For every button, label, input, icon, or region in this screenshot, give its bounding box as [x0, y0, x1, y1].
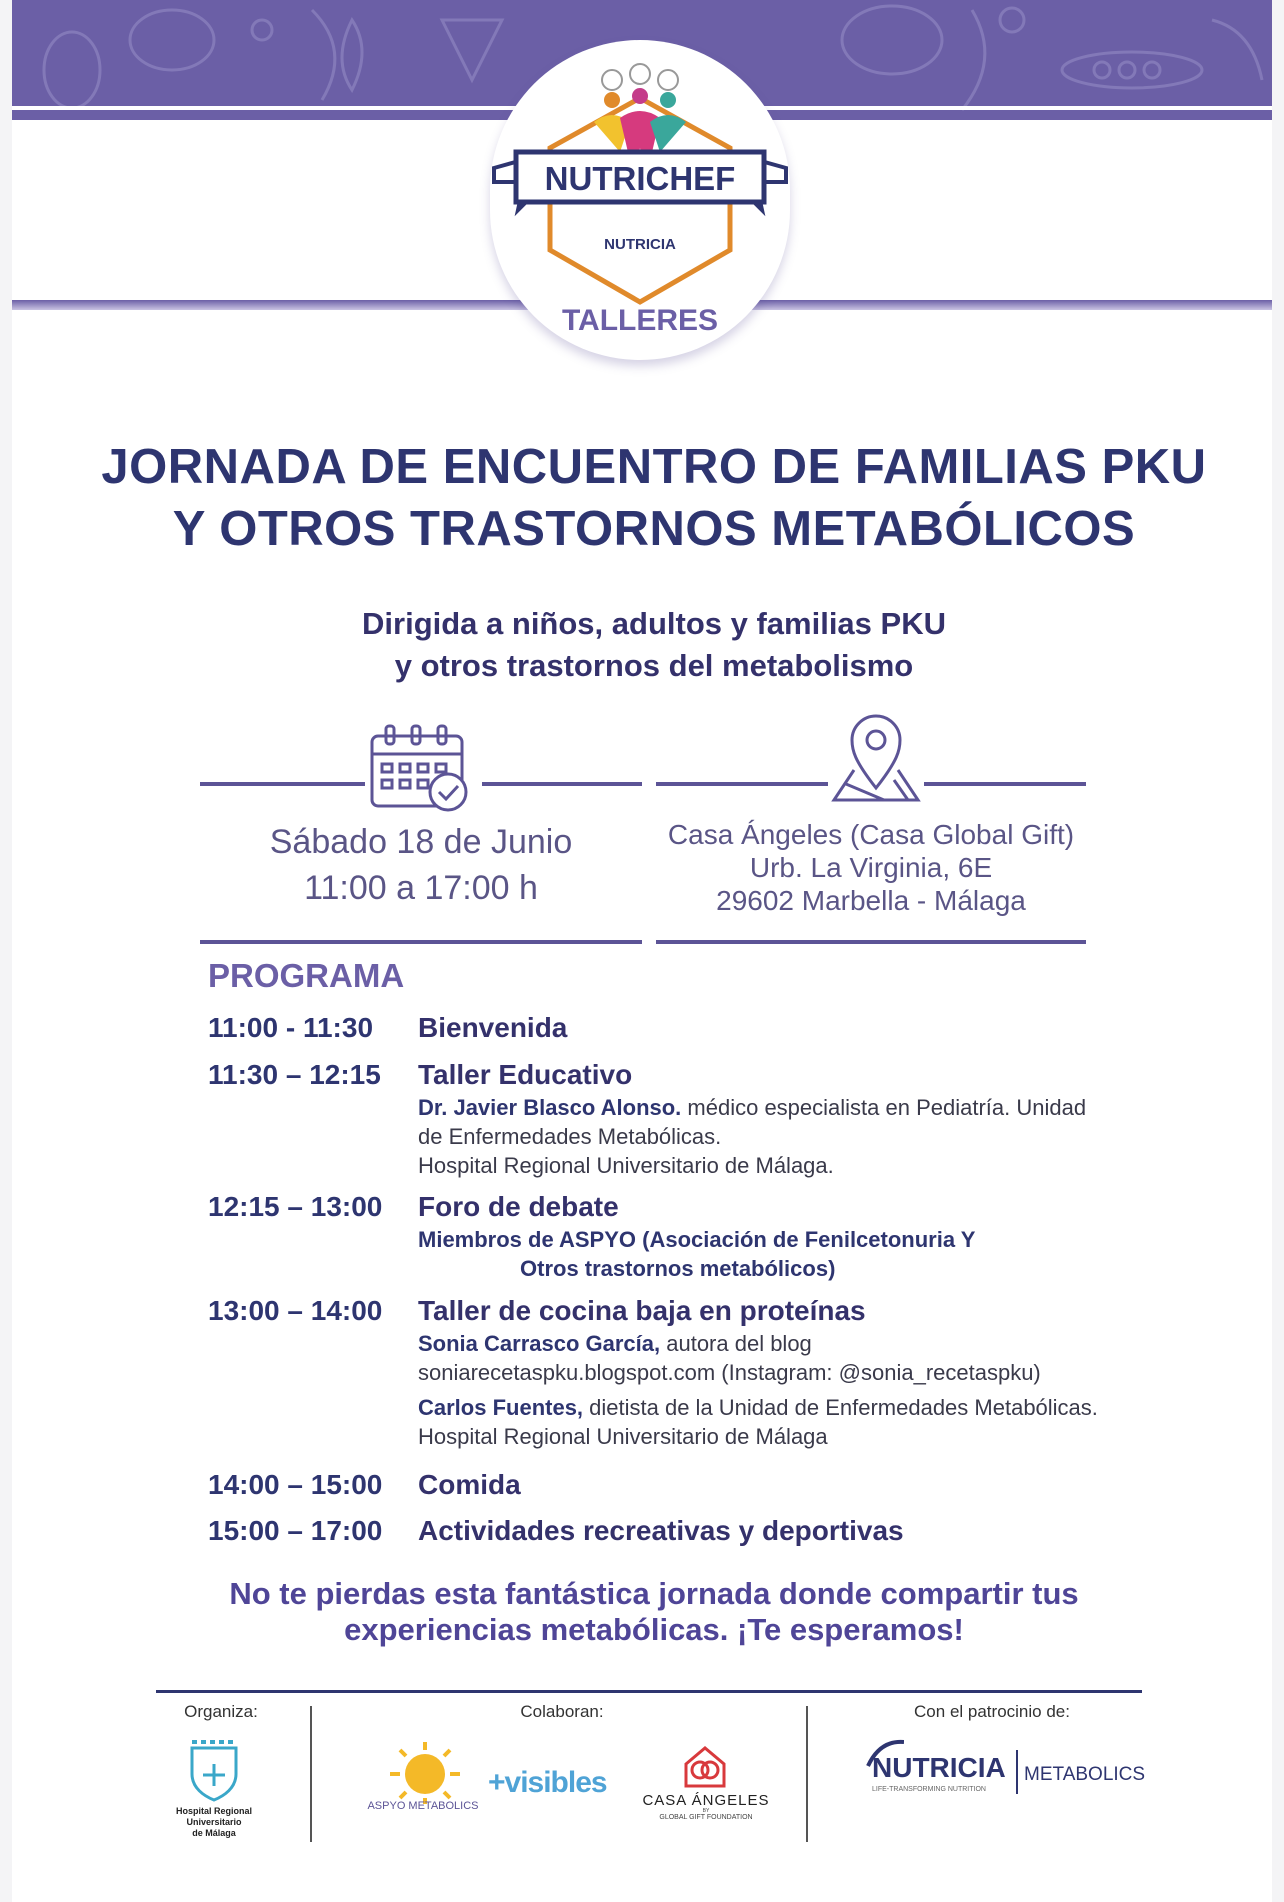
nutrichef-logo-badge	[490, 40, 790, 360]
speaker-role: autora del blog	[660, 1331, 812, 1356]
chef-figures-icon	[490, 40, 790, 360]
event-time: 11:00 a 17:00 h	[304, 869, 538, 907]
program-detail-line: Otros trastornos metabólicos)	[520, 1256, 836, 1281]
casa-angeles-heart-icon	[680, 1742, 730, 1792]
program-detail	[418, 1093, 1128, 1122]
program-time: 12:15 – 13:00	[208, 1191, 383, 1222]
visibles-logo: +visibles	[488, 1766, 607, 1799]
calendar-check-icon	[368, 722, 474, 814]
event-date-time	[200, 819, 642, 911]
sun-icon	[386, 1742, 464, 1804]
program-title-item: Comida	[418, 1469, 521, 1500]
location-line-3: 29602 Marbella - Málaga	[716, 885, 1026, 916]
location-line-1: Casa Ángeles (Casa Global Gift)	[667, 819, 1075, 850]
nutricia-logo-text: NUTRICIA	[872, 1752, 1006, 1783]
speaker-name: Carlos Fuentes,	[418, 1395, 584, 1420]
casa-angeles-by: BY	[702, 1808, 710, 1814]
location-divider-bottom	[656, 940, 1086, 944]
footer-separator	[806, 1706, 808, 1842]
program-detail-line: de Enfermedades Metabólicas.	[418, 1124, 722, 1149]
metabolics-logo-text: METABOLICS	[1024, 1764, 1146, 1785]
footer-separator	[310, 1706, 312, 1842]
organiza-label: Organiza:	[184, 1702, 258, 1721]
speaker-role: dietista de la Unidad de Enfermedades Metabólicas.	[583, 1395, 1098, 1420]
program-detail-line: soniarecetaspku.blogspot.com (Instagram: @sonia_recetaspku)	[418, 1360, 1041, 1385]
speaker-name: Dr. Javier Blasco Alonso.	[418, 1095, 682, 1120]
hospital-logo-text	[162, 1806, 266, 1839]
program-detail	[418, 1393, 1178, 1422]
date-divider-left	[200, 782, 365, 786]
program-time: 13:00 – 14:00	[208, 1295, 383, 1326]
program-title-item: Actividades recreativas y deportivas	[418, 1515, 904, 1546]
patrocinio-label: Con el patrocinio de:	[914, 1702, 1070, 1721]
program-title-item: Taller de cocina baja en proteínas	[418, 1295, 866, 1326]
location-divider-left	[656, 782, 828, 786]
title-line-2: Y OTROS TRASTORNOS METABÓLICOS	[172, 502, 1136, 556]
brand-name: NUTRICHEF	[544, 160, 736, 197]
poster	[12, 0, 1272, 1902]
closing-line-1: No te pierdas esta fantástica jornada donde compartir tus	[229, 1576, 1079, 1611]
hospital-line-1: Hospital Regional	[175, 1806, 252, 1816]
hospital-line-3: de Málaga	[192, 1828, 236, 1838]
location-line-2: Urb. La Virginia, 6E	[749, 852, 993, 883]
program-title-item: Taller Educativo	[418, 1059, 633, 1090]
date-divider-bottom	[200, 940, 642, 944]
map-pin-icon	[824, 710, 928, 804]
casa-angeles-subtext: GLOBAL GIFT FOUNDATION	[659, 1814, 753, 1821]
program-time: 11:00 - 11:30	[208, 1012, 374, 1043]
program-time: 11:30 – 12:15	[208, 1059, 381, 1090]
closing-message	[152, 1576, 1156, 1648]
program-time: 14:00 – 15:00	[208, 1469, 383, 1500]
date-divider-right	[482, 782, 642, 786]
location-divider-right	[924, 782, 1086, 786]
page-title	[72, 436, 1236, 560]
page-subtitle	[172, 603, 1136, 687]
program-title-item: Foro de debate	[418, 1191, 619, 1222]
program-detail-line: Hospital Regional Universitario de Málaga.	[418, 1153, 834, 1178]
program-detail	[418, 1329, 1128, 1358]
title-line-1: JORNADA DE ENCUENTRO DE FAMILIAS PKU	[101, 440, 1207, 494]
hospital-shield-icon	[184, 1740, 244, 1802]
event-date: Sábado 18 de Junio	[269, 823, 573, 861]
nutricia-separator	[1016, 1750, 1018, 1794]
program-time: 15:00 – 17:00	[208, 1515, 383, 1546]
casa-angeles-logo-text: CASA ÁNGELES	[642, 1792, 770, 1809]
speaker-role: médico especialista en Pediatría. Unidad	[681, 1095, 1087, 1120]
subtitle-line-1: Dirigida a niños, adultos y familias PKU	[362, 606, 946, 641]
section-label: TALLERES	[561, 304, 719, 337]
colaboran-label: Colaboran:	[520, 1702, 604, 1721]
brand-sub: NUTRICIA	[604, 236, 676, 253]
program-detail-line: Miembros de ASPYO (Asociación de Fenilcetonuria Y	[418, 1227, 976, 1252]
nutricia-tagline: LIFE-TRANSFORMING NUTRITION	[872, 1786, 986, 1793]
closing-line-2: experiencias metabólicas. ¡Te esperamos!	[344, 1612, 964, 1647]
event-location	[656, 818, 1086, 917]
program-title-item: Bienvenida	[418, 1012, 568, 1043]
speaker-name: Sonia Carrasco García,	[418, 1331, 661, 1356]
program-detail-line: Hospital Regional Universitario de Málaga	[418, 1424, 828, 1449]
footer-rule	[156, 1690, 1142, 1693]
program-title: PROGRAMA	[208, 957, 405, 994]
hospital-line-2: Universitario	[186, 1817, 242, 1827]
aspyo-logo-text: ASPYO METABOLICS	[367, 1800, 479, 1812]
subtitle-line-2: y otros trastornos del metabolismo	[394, 648, 914, 683]
